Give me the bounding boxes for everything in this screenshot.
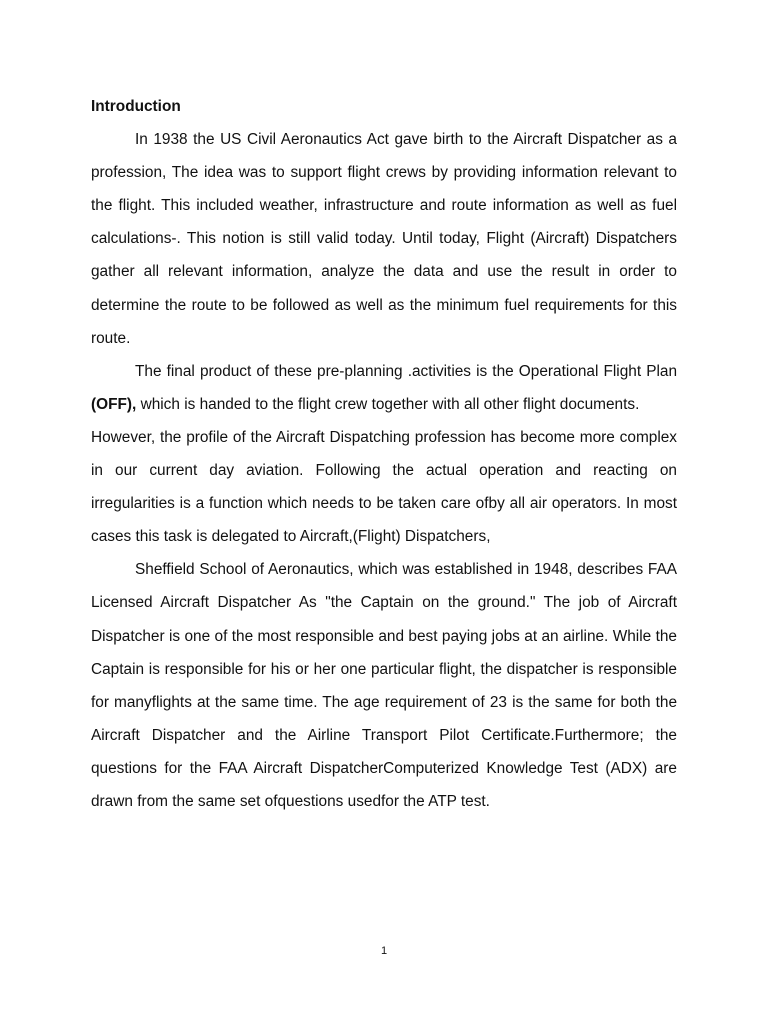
paragraph-profession-profile: However, the profile of the Aircraft Dispatching profession has become more complex in our current day aviation. Following the actual operation and reacting on irregularities is a function which needs to be taken care ofby all air operators. In most cases this task is delegated to Aircraft,(Flight) Dispatchers, (91, 428, 677, 546)
acronym-off: (OFF), (91, 395, 137, 413)
document-body (91, 90, 677, 818)
paragraph-flight-plan-text-end: which is handed to the flight crew together with all other flight documents. (136, 395, 640, 413)
paragraph-history: In 1938 the US Civil Aeronautics Act gave birth to the Aircraft Dispatcher as a profession, The idea was to support flight crews by providing information relevant to the flight. This included weather, infrastructure and route information as well as fuel calculations-. This notion is still valid today. Until today, Flight (Aircraft) Dispatchers gather all relevant information, analyze the data and use the result in order to determine the route to be followed as well as the minimum fuel requirements for this route. (91, 131, 677, 347)
paragraph-flight-plan-text-start: The final product of these pre-planning .activities is the Operational Flight Plan (135, 362, 677, 380)
paragraph-sheffield: Sheffield School of Aeronautics, which was established in 1948, describes FAA Licensed Aircraft Dispatcher As "the Captain on the ground." The job of Aircraft Dispatcher is one of the most responsible and best paying jobs at an airline. While the Captain is responsible for his or her one particular flight, the dispatcher is responsible for manyflights at the same time. The age requirement of 23 is the same for both the Aircraft Dispatcher and the Airline Transport Pilot Certificate.Furthermore; the questions for the FAA Aircraft DispatcherComputerized Knowledge Test (ADX) are drawn from the same set ofquestions usedfor the ATP test. (91, 561, 677, 810)
page-number: 1 (380, 945, 388, 957)
section-heading: Introduction (91, 98, 181, 115)
paragraph-flight-plan (91, 355, 677, 421)
